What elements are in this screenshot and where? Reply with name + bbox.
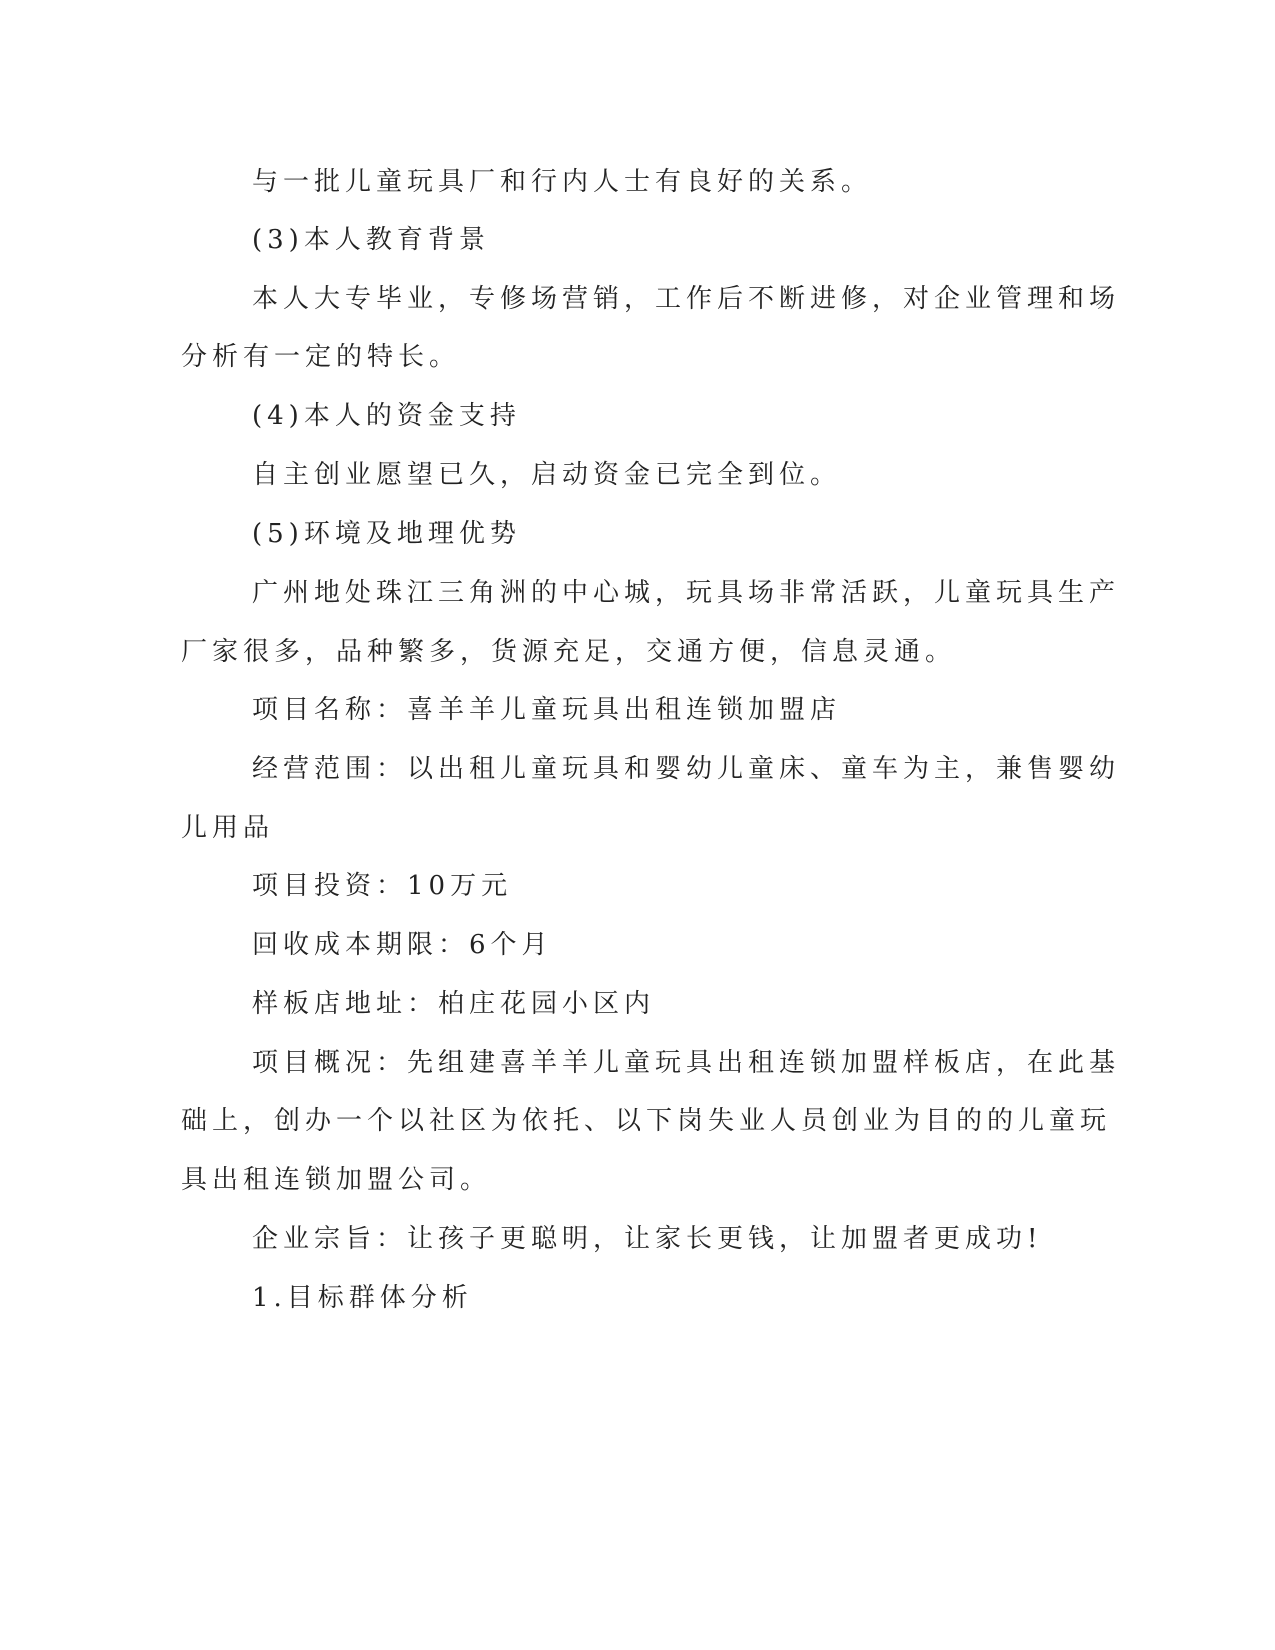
payback-line: 回收成本期限：6个月: [252, 930, 553, 960]
paragraph-line: 与一批儿童玩具厂和行内人士有良好的关系。: [252, 167, 873, 197]
paragraph-line: 广州地处珠江三角洲的中心城，玩具场非常活跃，儿童玩具生产: [252, 578, 1121, 608]
project-name-line: 项目名称：喜羊羊儿童玩具出租连锁加盟店: [252, 695, 842, 725]
section-heading: (5)环境及地理优势: [252, 519, 521, 549]
overview-line: 项目概况：先组建喜羊羊儿童玩具出租连锁加盟样板店，在此基: [252, 1048, 1121, 1078]
paragraph-line: 自主创业愿望已久，启动资金已完全到位。: [252, 460, 842, 490]
section-heading: (4)本人的资金支持: [252, 401, 521, 431]
mission-line: 企业宗旨：让孩子更聪明，让家长更钱，让加盟者更成功!: [252, 1224, 1043, 1254]
section-heading: 1.目标群体分析: [252, 1283, 473, 1313]
paragraph-line: 分析有一定的特长。: [181, 342, 461, 372]
paragraph-line: 本人大专毕业，专修场营销，工作后不断进修，对企业管理和场: [252, 284, 1121, 314]
paragraph-line: 具出租连锁加盟公司。: [181, 1165, 492, 1195]
paragraph-line: 儿用品: [181, 813, 275, 843]
paragraph-line: 厂家很多，品种繁多，货源充足，交通方便，信息灵通。: [181, 637, 957, 667]
section-heading: (3)本人教育背景: [252, 225, 490, 255]
business-scope-line: 经营范围：以出租儿童玩具和婴幼儿童床、童车为主，兼售婴幼: [252, 754, 1121, 784]
investment-line: 项目投资：10万元: [252, 871, 513, 901]
paragraph-line: 础上，创办一个以社区为依托、以下岗失业人员创业为目的的儿童玩: [181, 1106, 1112, 1136]
address-line: 样板店地址：柏庄花园小区内: [252, 989, 656, 1019]
